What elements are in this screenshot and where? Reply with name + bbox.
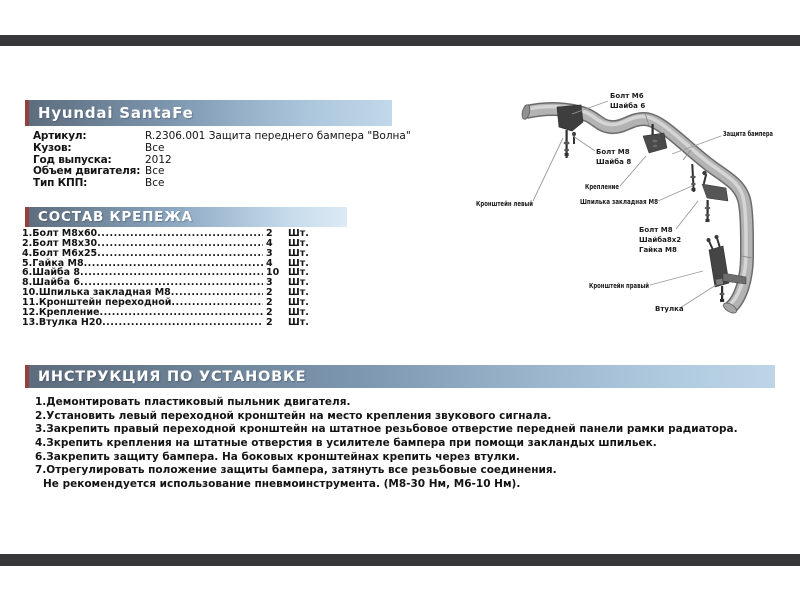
instructions-header-bar: [25, 365, 775, 388]
part-qty: 4: [266, 257, 273, 269]
info-label: Кузов:: [33, 141, 72, 154]
red-accent-bar: [25, 365, 29, 388]
diagram-part-label: Болт М8: [596, 148, 630, 156]
part-unit: Шт.: [288, 316, 309, 328]
bumper-guard-diagram: [460, 80, 800, 340]
part-name: 4.Болт М6х25: [22, 247, 98, 259]
diagram-part-label: Кронштейн левый: [476, 200, 534, 208]
parts-title: СОСТАВ КРЕПЕЖА: [38, 209, 193, 225]
part-row: [22, 318, 314, 328]
info-value: Все: [145, 141, 165, 154]
instruction-step: 1.Демонтировать пластиковый пыльник двигателя.: [35, 396, 351, 408]
diagram-part-label: Кронштейн правый: [589, 282, 650, 290]
part-qty: 2: [266, 287, 273, 299]
instructions-title: ИНСТРУКЦИЯ ПО УСТАНОВКЕ: [38, 368, 307, 385]
part-name: 6.Шайба 8: [22, 267, 80, 279]
info-row: [33, 178, 473, 190]
leader-dots: [171, 298, 263, 308]
info-label: Тип КПП:: [33, 177, 88, 190]
diagram-part-label: Шайба8х2: [639, 236, 682, 244]
instruction-step: 7.Отрегулировать положение защиты бампера, затянуть все резьбовые соединения.: [35, 464, 557, 477]
part-qty: 2: [266, 306, 273, 318]
part-name: 10.Шпилька закладная М8: [22, 287, 171, 299]
part-qty: 10: [266, 267, 280, 279]
part-qty: 2: [266, 316, 273, 328]
part-qty: 3: [266, 277, 273, 289]
part-unit: Шт.: [288, 296, 309, 308]
leader-dots: [97, 239, 263, 249]
red-accent-bar: [25, 207, 29, 227]
red-accent-bar: [25, 100, 29, 126]
bottom-stripe: [0, 554, 800, 566]
part-name: 5.Гайка М8: [22, 257, 84, 269]
part-unit: Шт.: [288, 257, 309, 269]
vehicle-info-table: [33, 131, 473, 190]
part-unit: Шт.: [288, 306, 309, 318]
part-qty: 3: [266, 247, 273, 259]
diagram-part-label: Шайба 8: [596, 158, 632, 166]
diagram-part-label: Втулка: [655, 305, 684, 313]
part-qty: 2: [266, 296, 273, 308]
diagram-part-label: Защита бампера: [723, 130, 774, 138]
stud-hardware: [690, 164, 696, 192]
part-qty: 4: [266, 237, 273, 249]
info-row: [33, 131, 473, 143]
top-stripe: [0, 35, 800, 46]
part-name: 2.Болт М8х30: [22, 237, 98, 249]
part-qty: 2: [266, 228, 273, 239]
leader-dots: [97, 249, 263, 259]
part-name: 11.Кронштейн переходной: [22, 296, 172, 308]
part-unit: Шт.: [288, 267, 309, 279]
leader-dots: [171, 288, 263, 298]
diagram-part-label: Шпилька закладная М8: [580, 198, 659, 206]
left-bracket: [557, 105, 583, 158]
instructions-list: [35, 396, 780, 492]
diagram-part-label: Болт М6: [610, 92, 644, 100]
leader-dots: [84, 259, 263, 269]
instruction-step: 2.Установить левый переходной кронштейн на место крепления звукового сигнала.: [35, 409, 552, 422]
info-value: 2012: [145, 153, 172, 166]
part-unit: Шт.: [288, 247, 309, 259]
diagram-part-label: Крепление: [585, 183, 620, 191]
model-header-bar: [25, 100, 392, 126]
info-value: Все: [145, 165, 165, 178]
leader-dots: [80, 268, 263, 278]
part-name: 1.Болт М8х60: [22, 228, 98, 239]
parts-header-bar: [25, 207, 347, 227]
part-name: 12.Крепление: [22, 306, 100, 318]
part-unit: Шт.: [288, 228, 309, 239]
info-label: Артикул:: [33, 130, 87, 142]
info-label: Объем двигателя:: [33, 165, 141, 178]
info-label: Год выпуска:: [33, 153, 112, 166]
leader-dots: [102, 318, 263, 328]
info-value: Все: [145, 177, 165, 190]
instruction-step: 6.Закрепить защиту бампера. На боковых кронштейнах крепить через втулки.: [35, 450, 520, 463]
info-row: [33, 143, 473, 155]
leader-dots: [97, 229, 263, 239]
part-name: 13.Втулка Н20: [22, 316, 103, 328]
parts-list: [22, 229, 314, 327]
model-title: Hyundai SantaFe: [38, 104, 194, 122]
info-row: [33, 166, 473, 178]
instruction-step: 4.Зкрепить крепления на штатные отверстия в усилителе бампера при помощи закландых шпильек.: [35, 437, 657, 450]
part-name: 8.Шайба 6: [22, 277, 80, 289]
diagram-part-label: Гайка М8: [639, 246, 677, 254]
diagram-part-label: Болт М8: [639, 226, 673, 234]
part-unit: Шт.: [288, 237, 309, 249]
instruction-step: 3.Закрепить правый переходной кронштейн на штатное резьбовое отверстие передней панели рамки радиатора.: [35, 423, 738, 436]
info-value: R.2306.001 Защита переднего бампера "Волна": [145, 130, 411, 142]
instruction-step: Не рекомендуется использование пневмоинструмента. (М8-30 Нм, М6-10 Нм).: [43, 478, 521, 491]
diagram-part-label: Шайба 6: [610, 102, 646, 110]
leader-dots: [99, 308, 263, 318]
part-unit: Шт.: [288, 287, 309, 299]
part-unit: Шт.: [288, 277, 309, 289]
